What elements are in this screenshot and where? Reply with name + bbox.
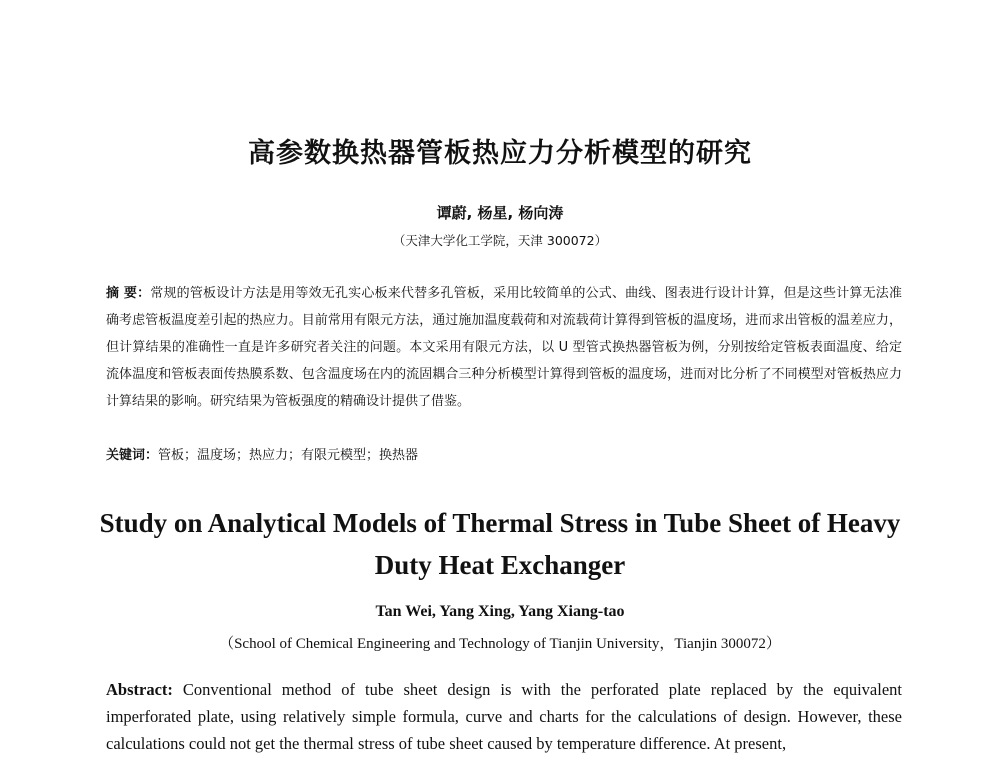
chinese-keywords [106,442,902,469]
chinese-keywords-text: 管板；温度场；热应力；有限元模型；换热器 [158,448,419,463]
chinese-title: 高参数换热器管板热应力分析模型的研究 [248,138,752,169]
english-abstract-text: Conventional method of tube sheet design is with the perforated plate replaced by the equivalent imperforated plate, using relatively simple formula, curve and charts for the calculations of design. However, these calculations could not get the thermal stress of tube sheet caused by temperature difference. At present, [106,680,902,753]
chinese-keywords-label: 关键词： [106,448,159,463]
chinese-abstract [106,280,902,415]
chinese-abstract-label: 摘 要： [106,286,151,301]
chinese-affiliation: （天津大学化工学院，天津 300072） [392,233,608,248]
english-authors: Tan Wei, Yang Xing, Yang Xiang-tao [375,603,625,620]
english-abstract-label: Abstract: [106,680,173,699]
english-affiliation: （School of Chemical Engineering and Technology of Tianjin University，Tianjin 300072） [219,636,781,652]
chinese-authors: 谭蔚, 杨星, 杨向涛 [436,204,564,222]
english-title: Study on Analytical Models of Thermal Stress in Tube Sheet of Heavy Duty Heat Exchanger [99,508,901,580]
english-abstract [106,676,902,757]
chinese-abstract-text: 常规的管板设计方法是用等效无孔实心板来代替多孔管板，采用比较简单的公式、曲线、图表进行设计计算，但是这些计算无法准确考虑管板温度差引起的热应力。目前常用有限元方法，通过施加温度载荷和对流载荷计算得到管板的温度场，进而求出管板的温差应力，但计算结果的准确性一直是许多研究者关注的问题。本文采用有限元方法，以 U 型管式换热器管板为例，分别按给定管板表面温度、给定流体温度和管板表面传热膜系数、包含温度场在内的流固耦合三种分析模型计算得到管板的温度场，进而对比分析了不同模型对管板热应力计算结果的影响。研究结果为管板强度的精确设计提供了借鉴。 [106,286,902,409]
